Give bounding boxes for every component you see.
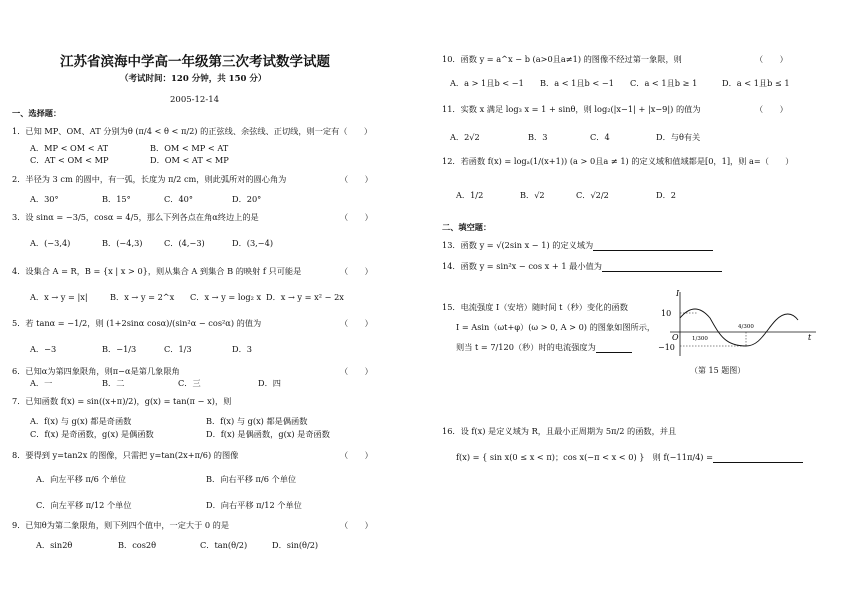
question-15-line-1: 15．电流强度 I（安培）随时间 t（秒）变化的函数 <box>442 302 628 312</box>
question-13-blank[interactable] <box>593 241 713 251</box>
graph-caption: （第 15 题图） <box>690 366 746 375</box>
question-13-text: 13．函数 y = √(2sin x − 1) 的定义域为 <box>442 240 594 250</box>
question-9-option-a: A．sin2θ <box>36 540 73 550</box>
question-7-option-b: B．f(x) 与 g(x) 都是偶函数 <box>206 416 308 426</box>
answer-paren-3: （ ） <box>340 212 373 222</box>
question-6-option-c: C．三 <box>178 378 201 388</box>
question-7-option-c: C．f(x) 是奇函数，g(x) 是偶函数 <box>30 429 154 439</box>
question-1-option-c: C．AT < OM < MP <box>30 155 109 165</box>
graph-t2-label: 4/300 <box>738 324 754 330</box>
question-4-option-a: A．x → y = |x| <box>30 292 88 302</box>
question-3-option-a: A．(−3,4) <box>30 238 71 248</box>
graph-axis-t-label: t <box>808 333 812 342</box>
question-12-option-b: B．√2 <box>520 190 545 200</box>
exam-date: 2005-12-14 <box>170 95 220 105</box>
question-8-option-c: C．向左平移 π/12 个单位 <box>36 500 132 510</box>
question-16-blank[interactable] <box>713 453 803 463</box>
question-12: 12．若函数 f(x) = logₐ(1/(x+1)) (a > 0且a ≠ 1) 的定义域和值域都是[0，1]，则 a=（ ） <box>442 156 794 166</box>
question-8-option-d: D．向右平移 π/12 个单位 <box>206 500 302 510</box>
question-13 <box>442 240 713 251</box>
question-3-option-c: C．(4,−3) <box>164 238 205 248</box>
question-9-option-c: C．tan(θ/2) <box>200 540 248 550</box>
question-3-option-b: B．(−4,3) <box>102 238 143 248</box>
exam-subtitle: （考试时间：120 分钟，共 150 分） <box>120 74 267 84</box>
question-4: 4．设集合 A = R，B = {x | x > 0}，则从集合 A 到集合 B 的映射 f 只可能是 <box>12 266 302 276</box>
question-8: 8．要得到 y=tan2x 的图像，只需把 y=tan(2x+π/6) 的图像 <box>12 450 239 460</box>
question-2-option-a: A．30° <box>30 194 59 204</box>
question-5-option-c: C．1/3 <box>164 344 192 354</box>
graph-y-neg-label: −10 <box>658 343 675 352</box>
answer-paren-9: （ ） <box>340 520 373 530</box>
current-graph <box>658 288 818 358</box>
question-10-option-c: C．a < 1且b ≥ 1 <box>630 78 698 88</box>
section-choice-heading: 一、选择题： <box>12 108 62 118</box>
question-1: 1．已知 MP、OM、AT 分别为θ (π/4 < θ < π/2) 的正弦线、余弦线、正切线，则一定有（ ） <box>12 126 373 136</box>
question-5-option-d: D．3 <box>232 344 252 354</box>
question-11-option-d: D．与θ有关 <box>656 132 701 142</box>
question-15-blank[interactable] <box>596 343 632 353</box>
question-10-option-b: B．a < 1且b < −1 <box>540 78 614 88</box>
question-9-option-b: B．cos2θ <box>118 540 157 550</box>
graph-axis-i-label: I <box>676 289 680 298</box>
question-6-option-a: A．一 <box>30 378 53 388</box>
question-9: 9．已知θ为第二象限角，则下列四个值中，一定大于 0 的是 <box>12 520 230 530</box>
answer-paren-5: （ ） <box>340 318 373 328</box>
answer-paren-8: （ ） <box>340 450 373 460</box>
question-2: 2．半径为 3 cm 的圆中，有一弧，长度为 π/2 cm，则此弧所对的圆心角为 <box>12 174 287 184</box>
question-16-line-1: 16．设 f(x) 是定义域为 R，且最小正周期为 5π/2 的函数，并且 <box>442 426 677 436</box>
question-5-option-b: B．−1/3 <box>102 344 137 354</box>
question-11-option-b: B．3 <box>528 132 548 142</box>
question-4-option-b: B．x → y = 2^x <box>110 292 175 302</box>
graph-origin-label: O <box>672 333 679 342</box>
question-10-option-a: A．a > 1且b < −1 <box>450 78 524 88</box>
question-4-option-d: D．x → y = x² − 2x <box>266 292 344 302</box>
question-3: 3．设 sinα = −3/5，cosα = 4/5，那么下列各点在角α终边上的是 <box>12 212 259 222</box>
answer-paren-6: （ ） <box>340 366 373 376</box>
question-14-text: 14．函数 y = sin²x − cos x + 1 最小值为 <box>442 261 602 271</box>
question-3-option-d: D．(3,−4) <box>232 238 274 248</box>
question-7-option-d: D．f(x) 是偶函数，g(x) 是奇函数 <box>206 429 330 439</box>
question-12-option-a: A．1/2 <box>456 190 484 200</box>
question-15-line-2: I = Asin（ωt+φ）(ω > 0, A > 0) 的图象如图所示， <box>456 322 656 332</box>
answer-paren-10: （ ） <box>755 54 788 64</box>
question-6-option-d: D．四 <box>258 378 281 388</box>
question-4-option-c: C．x → y = log₂ x <box>190 292 262 302</box>
question-2-option-d: D．20° <box>232 194 262 204</box>
question-15-line-3 <box>456 342 632 353</box>
question-9-option-d: D．sin(θ/2) <box>272 540 319 550</box>
question-11: 11．实数 x 满足 log₃ x = 1 + sinθ，则 log₂(|x−1| + |x−9|) 的值为 <box>442 104 701 114</box>
question-11-option-c: C．4 <box>590 132 610 142</box>
question-16-line-2 <box>456 452 803 463</box>
question-8-option-b: B．向右平移 π/6 个单位 <box>206 474 297 484</box>
exam-title: 江苏省滨海中学高一年级第三次考试数学试题 <box>60 54 330 70</box>
question-1-option-b: B．OM < MP < AT <box>150 143 229 153</box>
question-1-option-d: D．OM < AT < MP <box>150 155 229 165</box>
question-8-option-a: A．向左平移 π/6 个单位 <box>36 474 126 484</box>
question-11-option-a: A．2√2 <box>450 132 480 142</box>
question-7-option-a: A．f(x) 与 g(x) 都是奇函数 <box>30 416 132 426</box>
question-5: 5．若 tanα = −1/2，则 (1+2sinα cosα)/(sin²α − cos²α) 的值为 <box>12 318 262 328</box>
question-6: 6．已知α为第四象限角，则π−α是第几象限角 <box>12 366 180 376</box>
question-2-option-b: B．15° <box>102 194 131 204</box>
question-1-option-a: A．MP < OM < AT <box>30 143 109 153</box>
section-fill-heading: 二、填空题： <box>442 222 492 232</box>
question-2-option-c: C．40° <box>164 194 193 204</box>
question-14-blank[interactable] <box>602 262 722 272</box>
question-7: 7．已知函数 f(x) = sin((x+π)/2)，g(x) = tan(π − x)，则 <box>12 396 232 406</box>
question-10: 10．函数 y = a^x − b (a>0且a≠1) 的图像不经过第一象限，则 <box>442 54 682 64</box>
answer-paren-2: （ ） <box>340 174 373 184</box>
question-6-option-b: B．二 <box>102 378 125 388</box>
question-10-option-d: D．a < 1且b ≤ 1 <box>722 78 790 88</box>
answer-paren-4: （ ） <box>340 266 373 276</box>
question-12-option-d: D．2 <box>656 190 676 200</box>
question-15-line-3-text: 则当 t = 7/120（秒）时的电流强度为 <box>456 342 596 352</box>
question-5-option-a: A．−3 <box>30 344 57 354</box>
question-14 <box>442 261 722 272</box>
question-12-option-c: C．√2/2 <box>576 190 609 200</box>
answer-paren-11: （ ） <box>755 104 788 114</box>
graph-y-pos-label: 10 <box>661 309 672 318</box>
graph-t1-label: 1/300 <box>692 336 708 342</box>
question-16-line-2-text: f(x) = { sin x(0 ≤ x < π)；cos x(−π < x < 0) } 则 f(−11π/4) = <box>456 452 713 462</box>
